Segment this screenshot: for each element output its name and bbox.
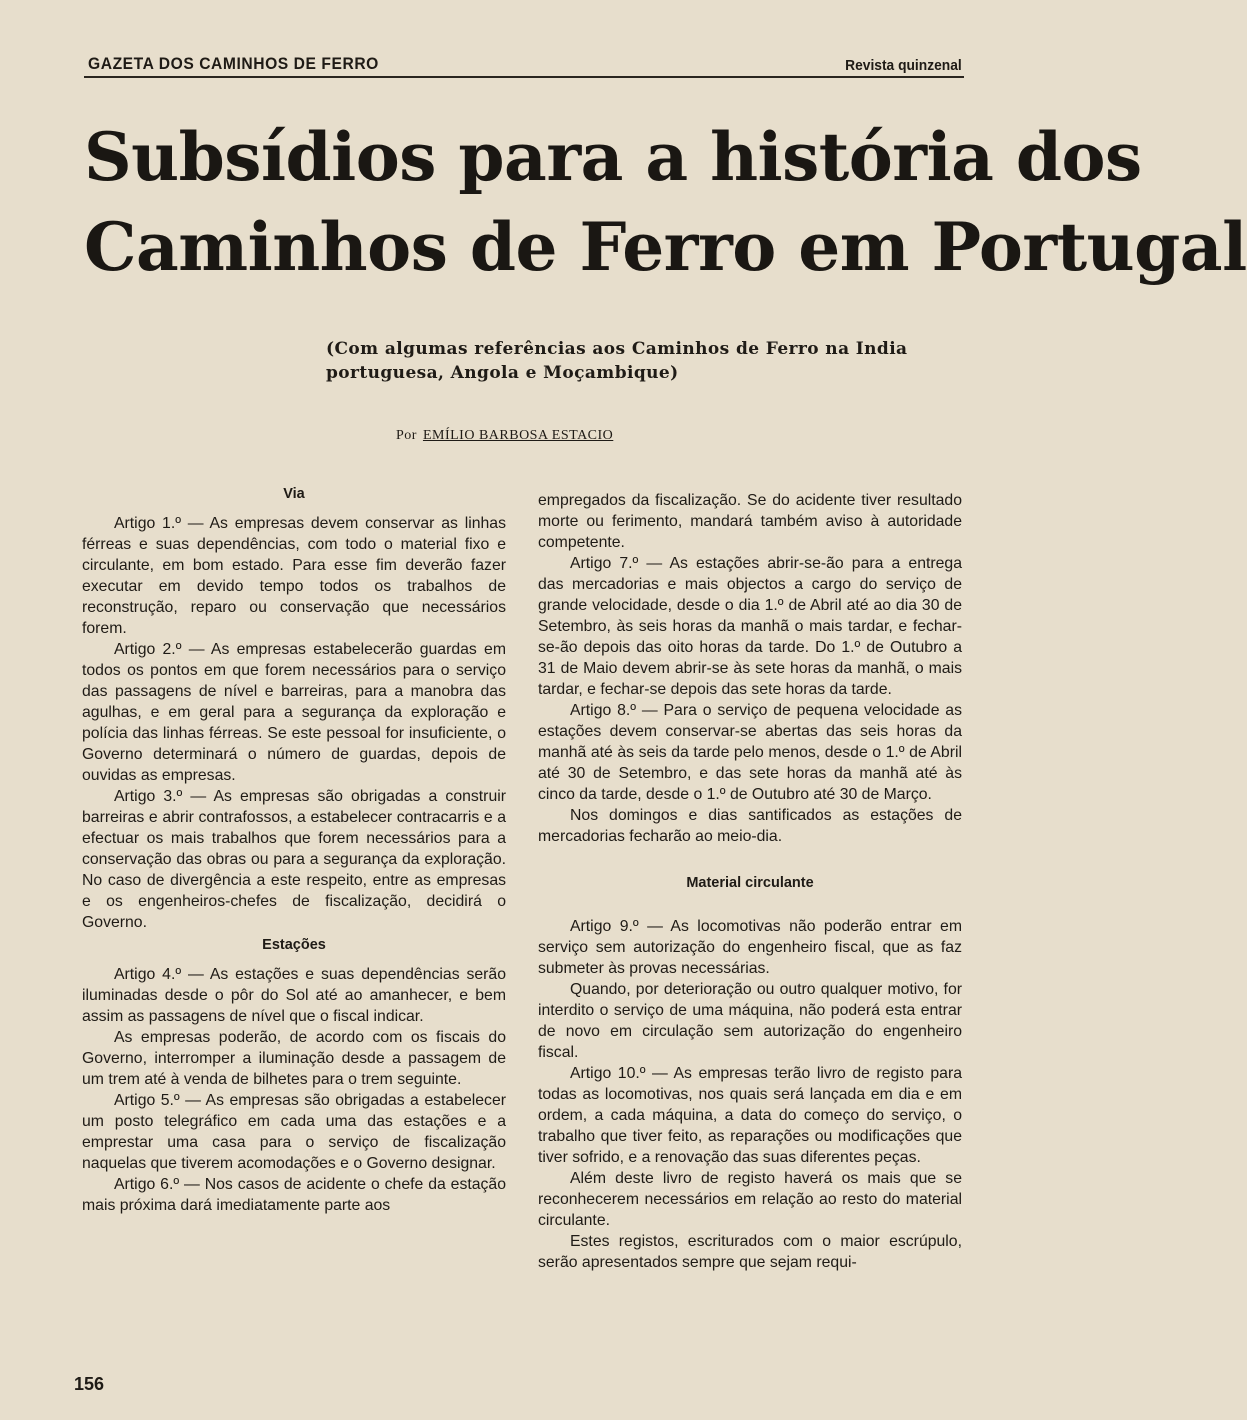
section-heading-estacoes: Estações: [262, 937, 326, 953]
section-heading-material-circulante: Material circulante: [686, 875, 814, 891]
paragraph: Artigo 4.º — As estações e suas dependências serão iluminadas desde o pôr do Sol até ao amanhecer, e bem assim as passagens de nível que o fiscal indicar.: [82, 966, 506, 1025]
publication-frequency: Revista quinzenal: [845, 57, 962, 74]
article-title: [84, 112, 1247, 292]
paragraph: Artigo 6.º — Nos casos de acidente o chefe da estação mais próxima dará imediatamente parte aos: [82, 1176, 506, 1214]
author-name: EMÍLIO BARBOSA ESTACIO: [422, 428, 614, 443]
running-head: [88, 46, 962, 74]
byline-prefix: Por: [396, 428, 417, 443]
paragraph: Artigo 5.º — As empresas são obrigadas a estabelecer um posto telegráfico em cada uma das estações e a emprestar uma casa para o serviço de fiscalização naquelas que tiverem acomodações e o Governo designar.: [82, 1092, 506, 1172]
paragraph: Artigo 3.º — As empresas são obrigadas a construir barreiras e abrir contrafossos, a estabelecer contracarris e a efectuar os mais trabalhos que forem necessários para a conservação das obras ou para a segurança da exploração. No caso de divergência a este respeito, entre as empresas e os engenheiros-chefes de fiscalização, decidirá o Governo.: [82, 788, 506, 931]
paragraph: Artigo 7.º — As estações abrir-se-ão para a entrega das mercadorias e mais objectos a cargo do serviço de grande velocidade, desde o dia 1.º de Abril até ao dia 30 de Setembro, às seis horas da manhã o mais tardar, e fechar-se-ão depois das oito horas da tarde. Do 1.º de Outubro a 31 de Maio devem abrir-se às sete horas da manhã, o mais tardar, e fechar-se depois das sete horas da tarde.: [538, 555, 962, 698]
paragraph: Artigo 1.º — As empresas devem conservar as linhas férreas e suas dependências, com todo o material fixo e circulante, em bom estado. Para esse fim deverão fazer executar em devido tempo todos os trabalhos de reconstrução, reparo ou conservação que necessários forem.: [82, 515, 506, 637]
header-rule: [84, 76, 964, 78]
article-subtitle: (Com algumas referências aos Caminhos de Ferro na India portuguesa, Angola e Moçambique): [326, 339, 908, 383]
paragraph: As empresas poderão, de acordo com os fiscais do Governo, interromper a iluminação desde a passagem de um trem até à venda de bilhetes para o trem seguinte.: [82, 1029, 506, 1088]
section-heading-via: Via: [283, 486, 305, 502]
paragraph: Artigo 9.º — As locomotivas não poderão entrar em serviço sem autorização do engenheiro fiscal, que as faz submeter às provas necessárias.: [538, 918, 962, 977]
paragraph: Artigo 10.º — As empresas terão livro de registo para todas as locomotivas, nos quais será lançada em dia e em ordem, a cada máquina, a data do começo do serviço, o trabalho que tiver feito, as reparações ou modificações que tiver sofrido, e a renovação das suas diferentes peças.: [538, 1065, 962, 1166]
paragraph: Quando, por deterioração ou outro qualquer motivo, for interdito o serviço de uma máquina, não poderá esta entrar de novo em circulação sem autorização do engenheiro fiscal.: [538, 981, 962, 1061]
title-line-1: Subsídios para a história dos: [84, 118, 1142, 196]
paragraph: Artigo 2.º — As empresas estabelecerão guardas em todos os pontos em que forem necessários para o serviço das passagens de nível e barreiras, para a manobra das agulhas, e em geral para a segurança da exploração e polícia das linhas férreas. Se este pessoal for insuficiente, o Governo determinará o número de guardas, depois de ouvidas as empresas.: [82, 641, 506, 784]
title-line-2: Caminhos de Ferro em Portugal: [84, 208, 1247, 286]
right-column: [538, 490, 962, 1273]
paragraph: Artigo 8.º — Para o serviço de pequena velocidade as estações devem conservar-se abertas das seis horas da manhã até às seis da tarde pelo menos, desde o 1.º de Abril até 30 de Setembro, e das sete horas da manhã até às cinco da tarde, desde o 1.º de Outubro até 30 de Março.: [538, 702, 962, 803]
paragraph: Nos domingos e dias santificados as estações de mercadorias fecharão ao meio-dia.: [538, 807, 962, 845]
byline: [396, 428, 613, 444]
left-column: [82, 484, 506, 1216]
journal-name: GAZETA DOS CAMINHOS DE FERRO: [88, 54, 379, 73]
paragraph: Além deste livro de registo haverá os mais que se reconhecerem necessários em relação ao resto do material circulante.: [538, 1170, 962, 1229]
page-number: 156: [74, 1374, 105, 1394]
paragraph-continued: empregados da fiscalização. Se do acidente tiver resultado morte ou ferimento, mandará também aviso à autoridade competente.: [538, 492, 962, 551]
paragraph: Estes registos, escriturados com o maior escrúpulo, serão apresentados sempre que sejam requi-: [538, 1233, 962, 1271]
